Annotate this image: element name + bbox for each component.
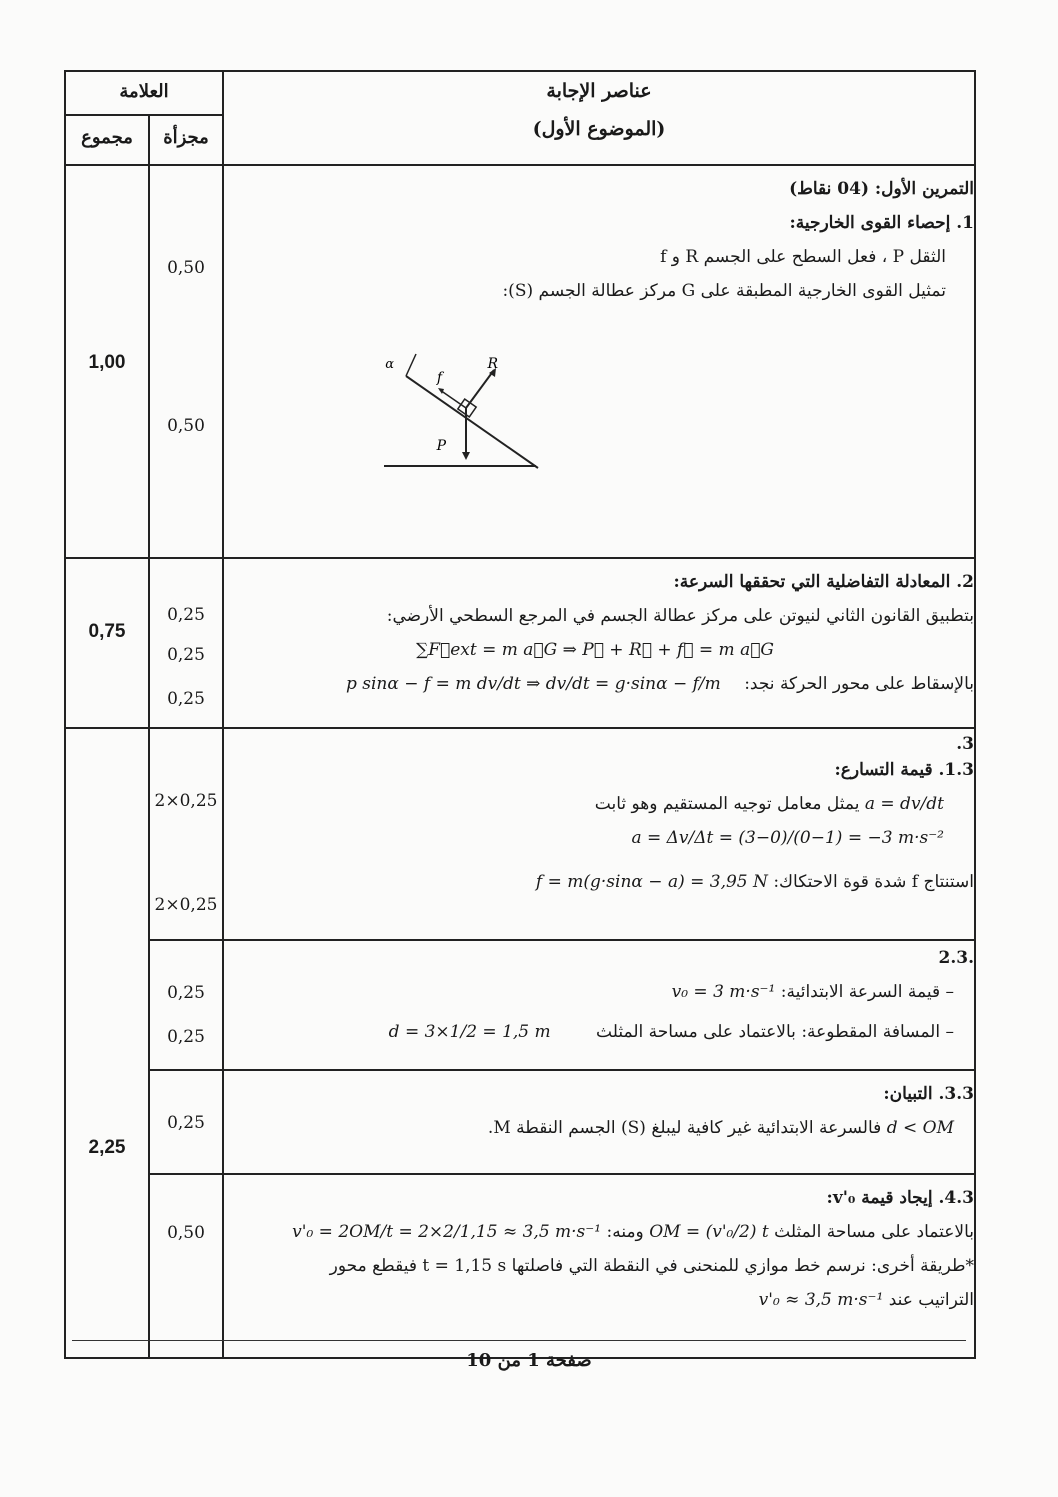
q3-num: 3. <box>956 734 974 754</box>
q34-eq-v: v'₀ = 2OM/t = 2×2/1,15 ≈ 3,5 m·s⁻¹ <box>292 1222 602 1242</box>
q34-other: *طريقة أخرى: نرسم خط موازي للمنحنى في النقطة التي فاصلتها t = 1,15 s فيقطع محور <box>329 1256 974 1276</box>
label-r: R <box>487 356 499 372</box>
q33-text: فالسرعة الابتدائية غير كافية ليبلغ (S) الجسم النقطة M. <box>487 1118 882 1138</box>
grade-header: العلامة <box>65 71 223 115</box>
forces-diagram <box>376 346 546 476</box>
q32-v0-eq: v₀ = 3 m·s⁻¹ <box>671 982 776 1002</box>
incline-line <box>406 376 538 468</box>
footer-divider <box>72 1340 966 1341</box>
q34-and: ومنه: <box>606 1222 644 1242</box>
answer-title: عناصر الإجابة <box>546 80 652 102</box>
section34-parts: 0,50 <box>149 1174 223 1358</box>
section32-parts: 0,25 0,25 <box>149 940 223 1070</box>
q32-d-eq: d = 3×1/2 = 1,5 m <box>388 1022 551 1042</box>
section32-answer <box>223 940 975 1070</box>
total-header: مجموع <box>65 115 149 165</box>
section3-total: 2,25 <box>65 728 149 1358</box>
q34-other-eq: v'₀ ≈ 3,5 m·s⁻¹ <box>758 1290 884 1310</box>
answer-header <box>223 71 975 165</box>
section33-answer <box>223 1070 975 1174</box>
section31-answer <box>223 728 975 940</box>
axis-o <box>406 354 416 376</box>
q2-title: 2. المعادلة التفاضلية التي تحققها السرعة: <box>673 572 974 592</box>
q32-d-text: – المسافة المقطوعة: بالاعتماد على مساحة المثلث <box>596 1022 954 1042</box>
section1-answer <box>223 165 975 558</box>
part-header: مجزأة <box>149 115 223 165</box>
q31-title: 1.3. قيمة التسارع: <box>834 760 974 780</box>
q1-title: 1. إحصاء القوى الخارجية: <box>789 213 974 233</box>
label-alpha: α <box>385 357 395 372</box>
q31-friction-text: استنتاج f شدة قوة الاحتكاك: <box>773 872 974 892</box>
section1-total: 1,00 <box>65 165 149 558</box>
section1-parts: 0,50 0,50 <box>149 165 223 558</box>
q33-title: 3.3. التبيان: <box>883 1084 974 1104</box>
section34-answer <box>223 1174 975 1358</box>
section2-answer <box>223 558 975 728</box>
label-f: f <box>436 370 443 386</box>
q1-repr: تمثيل القوى الخارجية المطبقة على G مركز عطالة الجسم (S): <box>502 281 946 301</box>
section2-total: 0,75 <box>65 558 149 728</box>
answer-table <box>64 70 976 1359</box>
q2-line3: بالإسقاط على محور الحركة نجد: <box>744 674 974 694</box>
q34-other2: التراتيب عند <box>888 1290 974 1310</box>
vector-f <box>440 390 466 408</box>
q31-text: يمثل معامل توجيه المستقيم وهو ثابت <box>594 794 860 814</box>
answer-subtitle: (الموضوع الأول) <box>532 118 666 140</box>
q34-title: 4.3. إيجاد قيمة v'₀: <box>826 1188 974 1208</box>
q2-eq2: p sinα − f = m dv/dt ⇒ dv/dt = g·sinα − f/m <box>345 674 721 694</box>
q34-eq-om: OM = (v'₀/2) t <box>649 1222 769 1242</box>
q32-v0-text: – قيمة السرعة الابتدائية: <box>780 982 954 1002</box>
label-p: P <box>436 438 447 454</box>
q2-eq1: ∑F⃗ext = m a⃗G ⇒ P⃗ + R⃗ + f⃗ = m a⃗G <box>416 640 774 660</box>
section2-parts: 0,25 0,25 0,25 <box>149 558 223 728</box>
exercise-title: التمرين الأول: (04 نقاط) <box>789 179 974 199</box>
q1-forces: الثقل P ، فعل السطح على الجسم R و f <box>660 247 946 267</box>
q31-eq-a: a = dv/dt <box>864 794 944 814</box>
vector-r <box>466 370 494 408</box>
q2-line1: بتطبيق القانون الثاني لنيوتن على مركز عطالة الجسم في المرجع السطحي الأرضي: <box>386 606 974 626</box>
page-number: صفحة 1 من 10 <box>466 1350 592 1371</box>
q31-friction-eq: f = m(g·sinα − a) = 3,95 N <box>535 872 768 892</box>
q32-title: .2.3 <box>938 948 974 968</box>
q31-eq-calc: a = Δv/Δt = (3−0)/(0−1) = −3 m·s⁻² <box>631 828 944 848</box>
section33-parts: 0,25 <box>149 1070 223 1174</box>
section31-parts: 2×0,25 2×0,25 <box>149 728 223 940</box>
q33-eq: d < OM <box>886 1118 954 1138</box>
q34-text: بالاعتماد على مساحة المثلث <box>774 1222 974 1242</box>
